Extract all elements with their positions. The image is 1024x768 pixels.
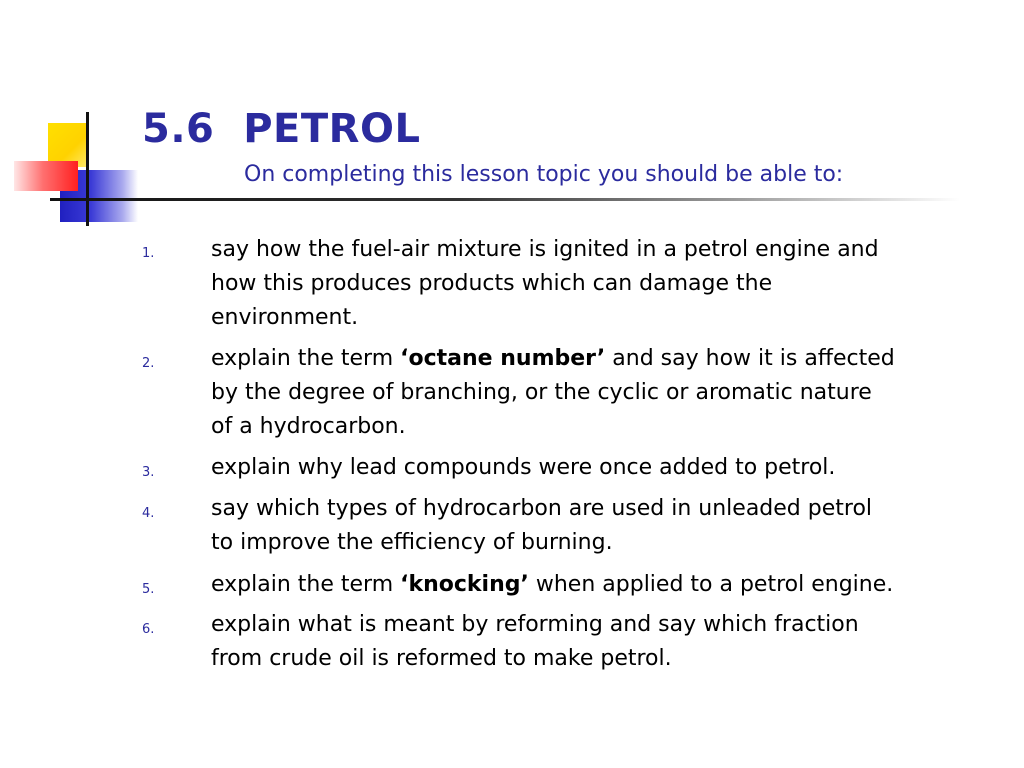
list-line-pre: explain the term [211, 572, 401, 597]
list-text [211, 451, 1001, 485]
list-number: 4. [142, 506, 155, 521]
list-line: how this produces products which can damage the [211, 271, 773, 296]
list-line: explain what is meant by reforming and say which fraction [211, 612, 859, 637]
list-number: 1. [142, 246, 155, 261]
term-octane-number: ‘octane number’ [400, 346, 606, 371]
list-text [211, 233, 1001, 335]
list-text [211, 608, 1001, 676]
list-line: to improve the efficiency of burning. [211, 530, 613, 555]
list-line: environment. [211, 305, 359, 330]
list-line: by the degree of branching, or the cyclic or aromatic nature [211, 380, 872, 405]
list-text [211, 342, 1001, 444]
list-line: of a hydrocarbon. [211, 414, 406, 439]
list-line-post: and say how it is affected [605, 346, 895, 371]
list-line-post: when applied to a petrol engine. [528, 572, 894, 597]
list-number: 5. [142, 582, 155, 597]
logo-vertical-line [86, 112, 89, 226]
list-line: explain why lead compounds were once added to petrol. [211, 455, 836, 480]
list-number: 6. [142, 622, 155, 637]
list-number: 3. [142, 465, 155, 480]
term-knocking: ‘knocking’ [400, 572, 529, 597]
title-underline [50, 198, 960, 201]
list-line-pre: explain the term [211, 346, 401, 371]
list-line: from crude oil is reformed to make petrol. [211, 646, 672, 671]
list-line [211, 342, 1001, 376]
slide-title: 5.6 PETROL [142, 106, 421, 152]
slide-subtitle: On completing this lesson topic you should be able to: [244, 162, 844, 187]
list-line: say which types of hydrocarbon are used in unleaded petrol [211, 496, 873, 521]
list-text [211, 568, 1001, 602]
list-line: say how the fuel-air mixture is ignited in a petrol engine and [211, 237, 879, 262]
list-line [211, 568, 1001, 602]
list-number: 2. [142, 356, 155, 371]
list-text [211, 492, 1001, 560]
logo-red-square [14, 161, 78, 191]
